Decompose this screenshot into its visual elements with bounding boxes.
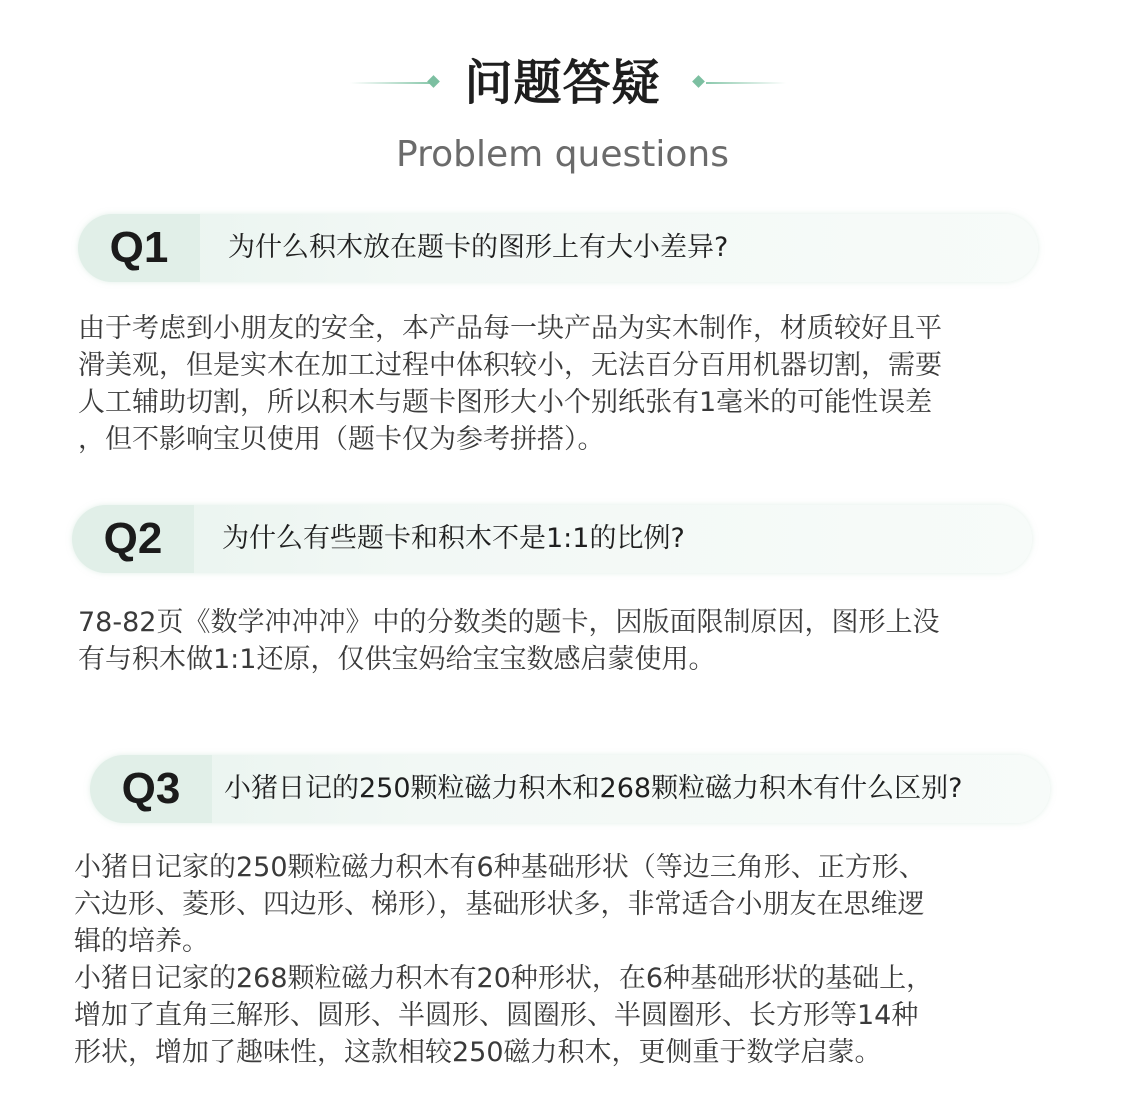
question-text: 小猪日记的250颗粒磁力积木和268颗粒磁力积木有什么区别? <box>224 773 963 804</box>
question-bar-q1 <box>78 214 1038 282</box>
question-number: Q3 <box>90 755 212 823</box>
answer-line: 形状，增加了趣味性，这款相较250磁力积木，更侧重于数学启蒙。 <box>74 1037 882 1068</box>
answer-line: 78-82页《数学冲冲冲》中的分数类的题卡，因版面限制原因，图形上没 <box>78 607 940 638</box>
question-number: Q2 <box>72 505 194 573</box>
answer-q1 <box>78 310 942 458</box>
question-text: 为什么积木放在题卡的图形上有大小差异? <box>228 232 729 263</box>
question-text: 为什么有些题卡和积木不是1:1的比例? <box>222 523 685 554</box>
question-bar-q3 <box>90 755 1050 823</box>
answer-line: 滑美观，但是实木在加工过程中体积较小，无法百分百用机器切割，需要 <box>78 350 942 381</box>
answer-line: ，但不影响宝贝使用（题卡仅为参考拼搭）。 <box>78 424 605 455</box>
answer-line: 小猪日记家的250颗粒磁力积木有6种基础形状（等边三角形、正方形、 <box>74 852 926 883</box>
answer-line: 有与积木做1:1还原，仅供宝妈给宝宝数感启蒙使用。 <box>78 644 716 675</box>
answer-line: 人工辅助切割，所以积木与题卡图形大小个别纸张有1毫米的可能性误差 <box>78 387 933 418</box>
answer-q3 <box>74 849 933 1071</box>
answer-line: 辑的培养。 <box>74 926 209 957</box>
question-number: Q1 <box>78 214 200 282</box>
question-bar-q2 <box>72 505 1032 573</box>
answer-q2 <box>78 604 939 678</box>
divider-line-right <box>706 82 786 84</box>
page-subtitle: Problem questions <box>396 134 729 175</box>
answer-line: 六边形、菱形、四边形、梯形），基础形状多，非常适合小朋友在思维逻 <box>74 889 925 920</box>
page-title: 问题答疑 <box>464 55 661 111</box>
answer-line: 小猪日记家的268颗粒磁力积木有20种形状，在6种基础形状的基础上， <box>74 963 934 994</box>
answer-line: 由于考虑到小朋友的安全，本产品每一块产品为实木制作，材质较好且平 <box>78 313 942 344</box>
answer-line: 增加了直角三解形、圆形、半圆形、圆圈形、半圆圈形、长方形等14种 <box>74 1000 919 1031</box>
section-header <box>0 50 1125 120</box>
